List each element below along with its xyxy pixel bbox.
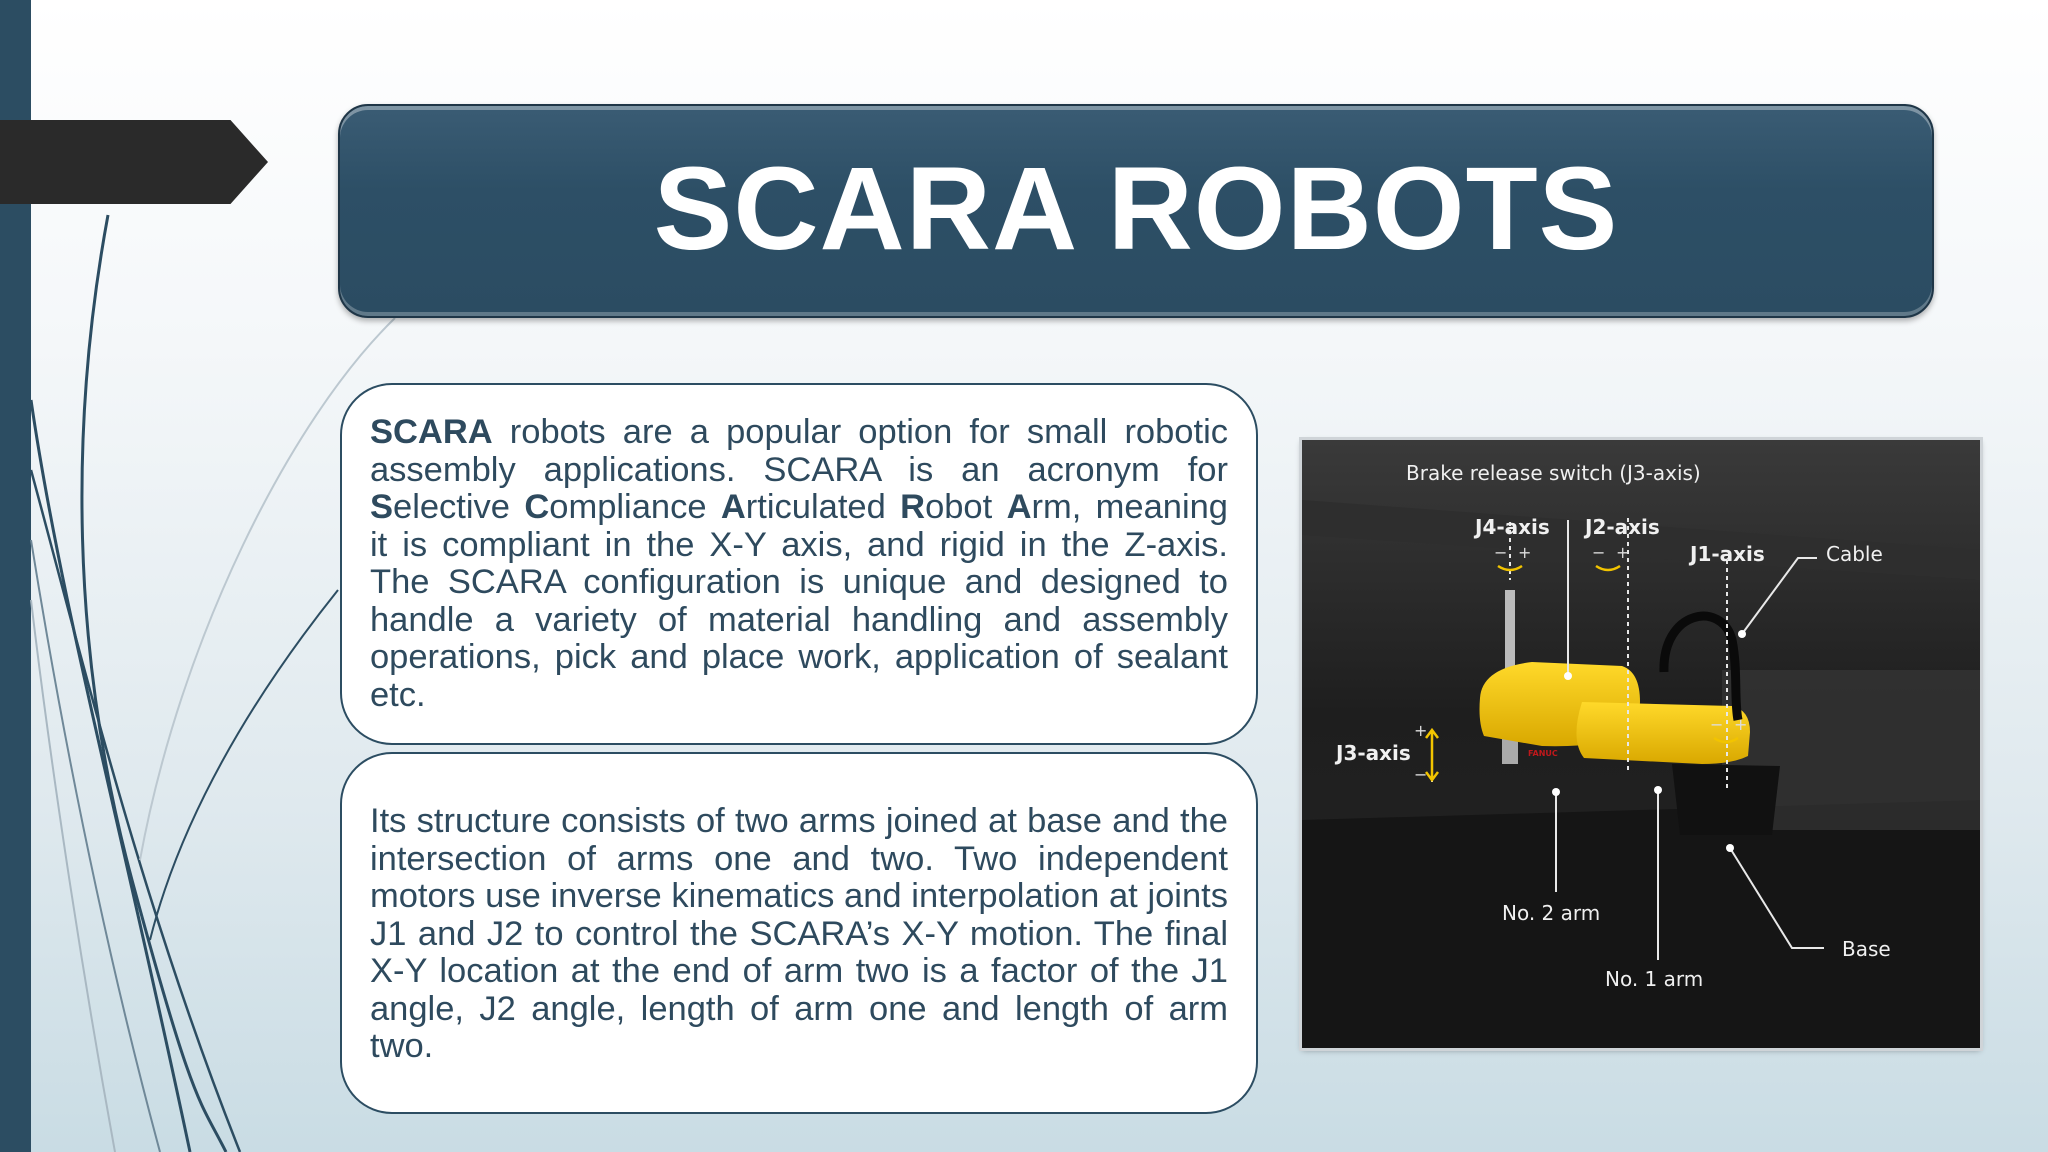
base-dot [1726, 844, 1734, 852]
j3-minus-sign: − [1414, 765, 1428, 784]
j4-minus-sign: − [1494, 543, 1508, 562]
structure-paragraph: Its structure consists of two arms joined at base and the intersection of arms one and two. Two independent motors use inverse kinematics and interpolation at joints J1 and J2 to control the SCARA’s X-Y motion. The final X-Y location at the end of arm two is a factor of the J1 angle, J2 angle, length of arm one and length of arm two. [370, 802, 1228, 1065]
arm1-body [1576, 702, 1750, 764]
slide-title: SCARA ROBOTS [653, 143, 1619, 275]
arm2-dot [1552, 788, 1560, 796]
arm1-dot [1654, 786, 1662, 794]
description-paragraph [370, 414, 1228, 714]
label-base: Base [1842, 937, 1891, 961]
text-run: rticulated [745, 488, 901, 526]
label-j1-axis: J1-axis [1690, 542, 1765, 566]
structure-box [340, 752, 1258, 1114]
initial-letter: A [1006, 488, 1032, 526]
label-j2-axis: J2-axis [1585, 515, 1660, 539]
label-cable: Cable [1826, 542, 1883, 566]
label-brake-release-switch: Brake release switch (J3-axis) [1406, 461, 1701, 485]
initial-letter: C [524, 488, 550, 526]
j2-minus-sign: − [1592, 543, 1606, 562]
title-banner [338, 104, 1934, 318]
text-run: rm, meaning it is compliant in the X-Y axis, and rigid in the Z-axis. The SCARA configuration is unique and designed to handle a variety of material handling and assembly operations, pick and place work, application of sealant etc. [370, 488, 1228, 714]
robot-diagram-image [1302, 440, 1980, 1048]
j1-minus-sign: − [1710, 715, 1724, 734]
brand-logo-text: FANUC [1528, 749, 1558, 758]
j2-plus-sign: + [1616, 543, 1630, 562]
text-run: elective [393, 488, 525, 526]
initial-letter: A [720, 488, 746, 526]
label-no1-arm: No. 1 arm [1605, 967, 1704, 991]
label-no2-arm: No. 2 arm [1502, 901, 1601, 925]
arrow-tab [0, 120, 268, 204]
text-run: robots are a popular option for small robotic assembly applications. SCARA is an acronym for [370, 413, 1228, 489]
robot-base [1672, 764, 1780, 835]
acronym-bold: SCARA [370, 413, 493, 451]
j1-plus-sign: + [1734, 715, 1748, 734]
floor-plane [1302, 800, 1980, 1048]
j3-plus-sign: + [1414, 721, 1428, 740]
label-j3-axis: J3-axis [1336, 741, 1411, 765]
text-run: obot [925, 488, 1007, 526]
text-run: ompliance [549, 488, 721, 526]
j4-plus-sign: + [1518, 543, 1532, 562]
brake-dot [1564, 672, 1572, 680]
cable-dot [1738, 630, 1746, 638]
label-j4-axis: J4-axis [1475, 515, 1550, 539]
initial-letter: S [370, 488, 394, 526]
initial-letter: R [900, 488, 926, 526]
description-box [340, 383, 1258, 745]
